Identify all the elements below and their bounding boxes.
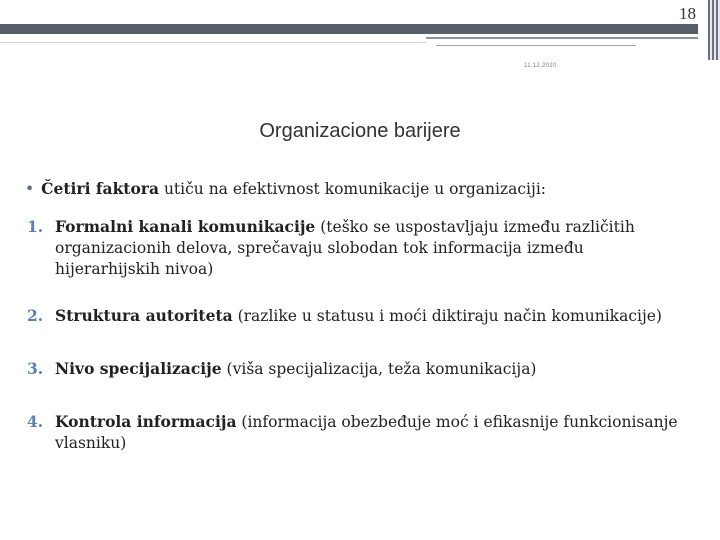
item-text: (viša specijalizacija, teža komunikacija) xyxy=(221,360,537,378)
item-body xyxy=(55,305,685,327)
intro-line xyxy=(25,178,685,200)
item-text: (teško se uspostavljaju između različitih organizacionih delova, sprečavaju slobodan tok informacija između hijerarhijskih nivoa) xyxy=(55,218,635,278)
item-text: (informacija obezbeđuje moć i efikasnije funkcionisanje vlasniku) xyxy=(55,413,678,452)
top-divider-line-thin xyxy=(0,42,426,43)
page-number: 18 xyxy=(679,4,696,23)
item-bold-text: Nivo specijalizacije xyxy=(55,359,222,378)
slide-content xyxy=(25,178,685,454)
item-bold-text: Kontrola informacija xyxy=(55,412,237,431)
item-number: 4. xyxy=(27,412,44,431)
item-number: 3. xyxy=(27,359,44,378)
slide-title: Organizacione barijere xyxy=(259,120,461,142)
item-body xyxy=(55,216,685,280)
top-band xyxy=(0,24,698,34)
list-item xyxy=(25,305,685,327)
item-text: (razlike u statusu i moći diktiraju način komunikacije) xyxy=(232,307,662,325)
list-item xyxy=(25,411,685,454)
item-body xyxy=(55,358,685,380)
intro-bold-text: Četiri faktora xyxy=(41,179,160,198)
top-divider-line-short xyxy=(436,45,636,46)
intro-text: utiču na efektivnost komunikacije u organizaciji: xyxy=(159,180,547,198)
list-item xyxy=(25,358,685,380)
item-bold-text: Formalni kanali komunikacije xyxy=(55,217,316,236)
item-bold-text: Struktura autoriteta xyxy=(55,306,233,325)
slide-date: 11.12.2020. xyxy=(524,63,559,69)
right-decoration-bar xyxy=(708,0,720,60)
bullet-marker: • xyxy=(25,180,35,198)
top-divider-line xyxy=(426,37,698,39)
item-number: 2. xyxy=(27,306,44,325)
item-body xyxy=(55,411,685,454)
item-number: 1. xyxy=(27,217,44,236)
list-item xyxy=(25,216,685,280)
